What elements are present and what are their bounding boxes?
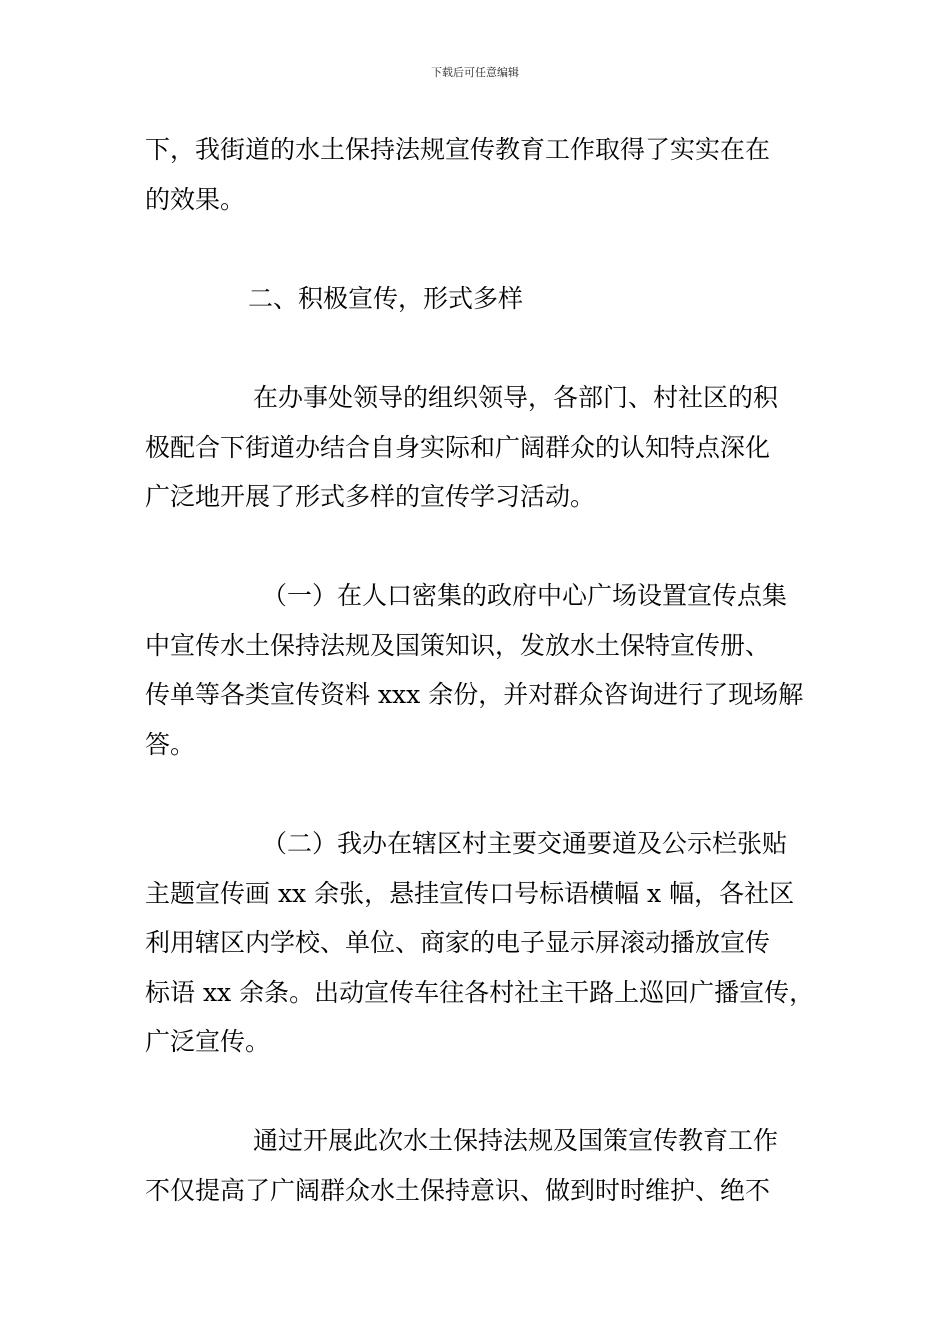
body-line: （一）在人口密集的政府中心广场设置宣传点集	[262, 581, 788, 610]
body-line: 的效果。	[145, 185, 246, 214]
body-line: 通过开展此次水土保持法规及国策宣传教育工作	[253, 1126, 779, 1155]
body-line: 答。	[145, 730, 196, 759]
body-line: 极配合下街道办结合自身实际和广阔群众的认知特点深化	[145, 433, 771, 462]
body-line: 下，我街道的水土保持法规宣传教育工作取得了实实在在	[145, 135, 771, 164]
page-header: 下载后可任意编辑	[431, 66, 519, 79]
body-line: 在办事处领导的组织领导，各部门、村社区的积	[253, 383, 779, 412]
body-line: 利用辖区内学校、单位、商家的电子显示屏滚动播放宣传	[145, 928, 771, 957]
body-line: 标语 xx 余条。出动宣传车往各村社主干路上巡回广播宣传，	[145, 978, 815, 1007]
body-line: （二）我办在辖区村主要交通要道及公示栏张贴	[262, 829, 788, 858]
body-line: 不仅提高了广阔群众水土保持意识、做到时时维护、绝不	[145, 1176, 771, 1205]
body-line: 广泛宣传。	[145, 1027, 271, 1056]
section-heading: 二、积极宣传，形式多样	[248, 284, 524, 313]
body-line: 广泛地开展了形式多样的宣传学习活动。	[145, 482, 596, 511]
body-line: 主题宣传画 xx 余张，悬挂宣传口号标语横幅 x 幅，各社区	[145, 879, 795, 908]
body-line: 中宣传水土保持法规及国策知识，发放水土保特宣传册、	[145, 631, 771, 660]
body-line: 传单等各类宣传资料 xxx 余份，并对群众咨询进行了现场解	[145, 680, 804, 709]
